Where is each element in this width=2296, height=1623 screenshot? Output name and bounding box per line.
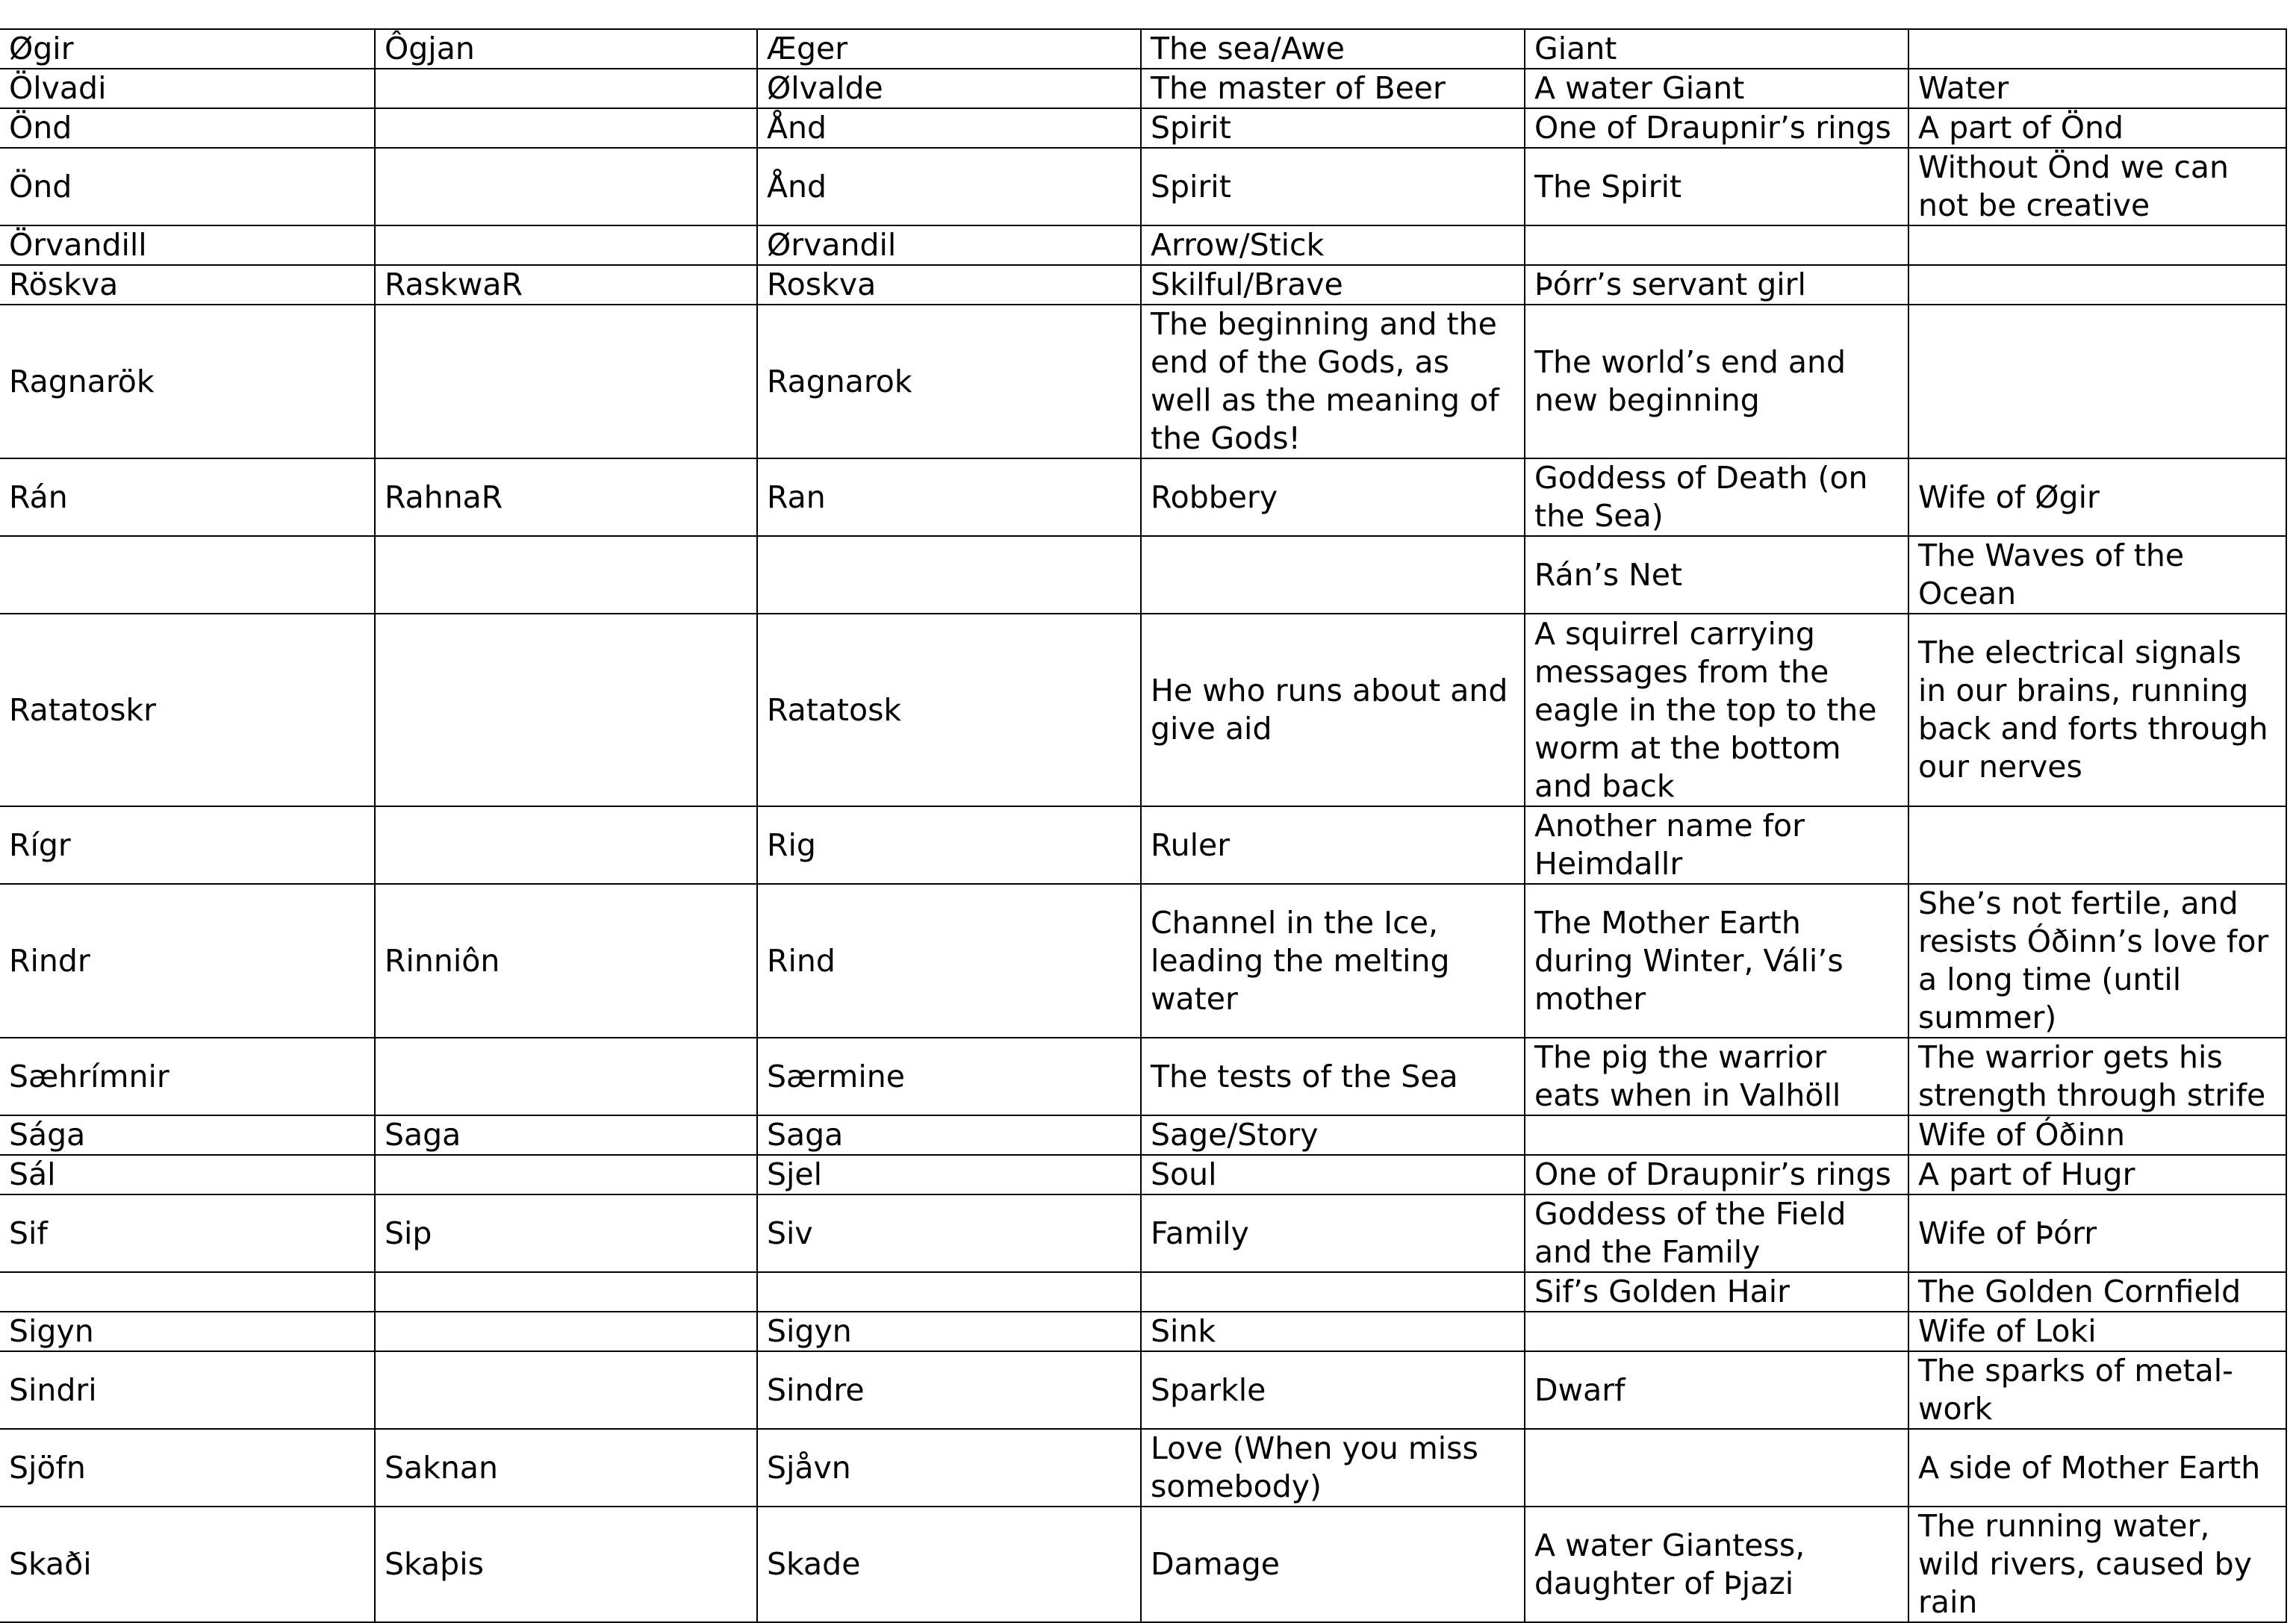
table-row [0,305,2286,458]
table-row [0,1507,2286,1622]
cell-interpretation [1908,265,2286,305]
cell-interpretation: Wife of Loki [1908,1312,2286,1351]
cell-role: Goddess of the Field and the Family [1525,1194,1908,1272]
cell-role: The Mother Earth during Winter, Váli’s mother [1525,884,1908,1038]
cell-old-norse-name: Sága [0,1115,375,1155]
cell-meaning: The master of Beer [1141,69,1525,108]
cell-modern-name: Ølvalde [757,69,1141,108]
cell-meaning: Spirit [1141,108,1525,148]
cell-meaning: Sparkle [1141,1351,1525,1429]
cell-proto-norse-name [375,806,757,884]
cell-modern-name: Sindre [757,1351,1141,1429]
cell-role: The pig the warrior eats when in Valhöll [1525,1038,1908,1115]
cell-proto-norse-name [375,1351,757,1429]
cell-role [1525,225,1908,265]
cell-old-norse-name: Sæhrímnir [0,1038,375,1115]
cell-old-norse-name: Rígr [0,806,375,884]
glossary-table-body [0,29,2286,1622]
cell-interpretation: Wife of Þórr [1908,1194,2286,1272]
table-row [0,1038,2286,1115]
cell-role: A water Giantess, daughter of Þjazi [1525,1507,1908,1622]
cell-modern-name [757,536,1141,614]
cell-meaning [1141,1272,1525,1312]
cell-role: Þórr’s servant girl [1525,265,1908,305]
cell-meaning: Sage/Story [1141,1115,1525,1155]
cell-proto-norse-name [375,536,757,614]
cell-meaning: The sea/Awe [1141,29,1525,69]
cell-interpretation: Water [1908,69,2286,108]
cell-role: One of Draupnir’s rings [1525,1155,1908,1194]
cell-meaning: Damage [1141,1507,1525,1622]
cell-old-norse-name: Sindri [0,1351,375,1429]
cell-meaning: Spirit [1141,148,1525,225]
cell-proto-norse-name [375,1272,757,1312]
table-row [0,225,2286,265]
table-row [0,1272,2286,1312]
cell-modern-name: Ran [757,458,1141,536]
cell-modern-name [757,1272,1141,1312]
cell-old-norse-name [0,536,375,614]
cell-old-norse-name: Sjöfn [0,1429,375,1507]
cell-role: A water Giant [1525,69,1908,108]
cell-modern-name: Roskva [757,265,1141,305]
table-row [0,1155,2286,1194]
cell-interpretation: A side of Mother Earth [1908,1429,2286,1507]
cell-proto-norse-name [375,108,757,148]
cell-interpretation: She’s not fertile, and resists Óðinn’s love for a long time (until summer) [1908,884,2286,1038]
cell-old-norse-name: Örvandill [0,225,375,265]
cell-interpretation: The running water, wild rivers, caused by rain [1908,1507,2286,1622]
table-row [0,536,2286,614]
cell-interpretation [1908,806,2286,884]
cell-interpretation: A part of Hugr [1908,1155,2286,1194]
cell-old-norse-name: Ragnarök [0,305,375,458]
cell-role: One of Draupnir’s rings [1525,108,1908,148]
cell-proto-norse-name [375,614,757,806]
cell-modern-name: Sjåvn [757,1429,1141,1507]
cell-old-norse-name: Önd [0,148,375,225]
cell-old-norse-name: Skaði [0,1507,375,1622]
cell-modern-name: Ånd [757,108,1141,148]
cell-role: The Spirit [1525,148,1908,225]
table-row [0,1312,2286,1351]
cell-proto-norse-name [375,1312,757,1351]
cell-meaning: Skilful/Brave [1141,265,1525,305]
cell-role: The world’s end and new beginning [1525,305,1908,458]
table-row [0,148,2286,225]
cell-proto-norse-name [375,1038,757,1115]
table-row [0,806,2286,884]
table-row [0,884,2286,1038]
cell-modern-name: Rind [757,884,1141,1038]
cell-interpretation: The Waves of the Ocean [1908,536,2286,614]
cell-role: A squirrel carrying messages from the eagle in the top to the worm at the bottom and back [1525,614,1908,806]
cell-old-norse-name: Rán [0,458,375,536]
cell-interpretation [1908,29,2286,69]
glossary-table [0,28,2287,1623]
table-row [0,29,2286,69]
cell-meaning: The tests of the Sea [1141,1038,1525,1115]
cell-interpretation [1908,225,2286,265]
table-row [0,1429,2286,1507]
cell-interpretation: Wife of Óðinn [1908,1115,2286,1155]
cell-modern-name: Ånd [757,148,1141,225]
cell-modern-name: Sigyn [757,1312,1141,1351]
cell-meaning: Ruler [1141,806,1525,884]
cell-proto-norse-name: RahnaR [375,458,757,536]
cell-meaning: The beginning and the end of the Gods, as well as the meaning of the Gods! [1141,305,1525,458]
cell-interpretation: Wife of Øgir [1908,458,2286,536]
table-row [0,1194,2286,1272]
cell-interpretation: A part of Önd [1908,108,2286,148]
cell-meaning: Channel in the Ice, leading the melting water [1141,884,1525,1038]
cell-proto-norse-name: RaskwaR [375,265,757,305]
table-row [0,1115,2286,1155]
cell-modern-name: Sjel [757,1155,1141,1194]
cell-role: Rán’s Net [1525,536,1908,614]
cell-meaning: Soul [1141,1155,1525,1194]
cell-role: Goddess of Death (on the Sea) [1525,458,1908,536]
cell-modern-name: Siv [757,1194,1141,1272]
cell-meaning: Family [1141,1194,1525,1272]
cell-proto-norse-name [375,69,757,108]
cell-role [1525,1312,1908,1351]
table-row [0,69,2286,108]
cell-meaning: Arrow/Stick [1141,225,1525,265]
cell-proto-norse-name [375,148,757,225]
cell-modern-name: Æger [757,29,1141,69]
cell-old-norse-name: Röskva [0,265,375,305]
cell-proto-norse-name [375,225,757,265]
cell-proto-norse-name [375,1155,757,1194]
cell-proto-norse-name: Sip [375,1194,757,1272]
cell-modern-name: Særmine [757,1038,1141,1115]
cell-role: Sif’s Golden Hair [1525,1272,1908,1312]
cell-old-norse-name: Øgir [0,29,375,69]
cell-modern-name: Ragnarok [757,305,1141,458]
cell-meaning: Sink [1141,1312,1525,1351]
cell-proto-norse-name: Saga [375,1115,757,1155]
cell-interpretation: The electrical signals in our brains, running back and forts through our nerves [1908,614,2286,806]
cell-interpretation: The warrior gets his strength through strife [1908,1038,2286,1115]
table-row [0,265,2286,305]
cell-proto-norse-name: Saknan [375,1429,757,1507]
table-row [0,1351,2286,1429]
cell-proto-norse-name: Skaþis [375,1507,757,1622]
cell-modern-name: Ratatosk [757,614,1141,806]
table-row [0,458,2286,536]
cell-meaning: Robbery [1141,458,1525,536]
cell-proto-norse-name [375,305,757,458]
cell-interpretation: Without Önd we can not be creative [1908,148,2286,225]
cell-meaning [1141,536,1525,614]
cell-proto-norse-name: Ôgjan [375,29,757,69]
cell-modern-name: Ørvandil [757,225,1141,265]
cell-role [1525,1429,1908,1507]
cell-interpretation: The Golden Cornfield [1908,1272,2286,1312]
cell-modern-name: Rig [757,806,1141,884]
cell-modern-name: Saga [757,1115,1141,1155]
cell-role [1525,1115,1908,1155]
cell-old-norse-name: Sigyn [0,1312,375,1351]
table-row [0,108,2286,148]
cell-old-norse-name [0,1272,375,1312]
cell-interpretation: The sparks of metal-work [1908,1351,2286,1429]
cell-role: Giant [1525,29,1908,69]
cell-role: Dwarf [1525,1351,1908,1429]
cell-meaning: He who runs about and give aid [1141,614,1525,806]
cell-proto-norse-name: Rinniôn [375,884,757,1038]
cell-old-norse-name: Ratatoskr [0,614,375,806]
cell-modern-name: Skade [757,1507,1141,1622]
table-row [0,614,2286,806]
cell-old-norse-name: Önd [0,108,375,148]
cell-old-norse-name: Rindr [0,884,375,1038]
cell-old-norse-name: Ölvadi [0,69,375,108]
cell-role: Another name for Heimdallr [1525,806,1908,884]
cell-interpretation [1908,305,2286,458]
cell-old-norse-name: Sif [0,1194,375,1272]
cell-old-norse-name: Sál [0,1155,375,1194]
cell-meaning: Love (When you miss somebody) [1141,1429,1525,1507]
